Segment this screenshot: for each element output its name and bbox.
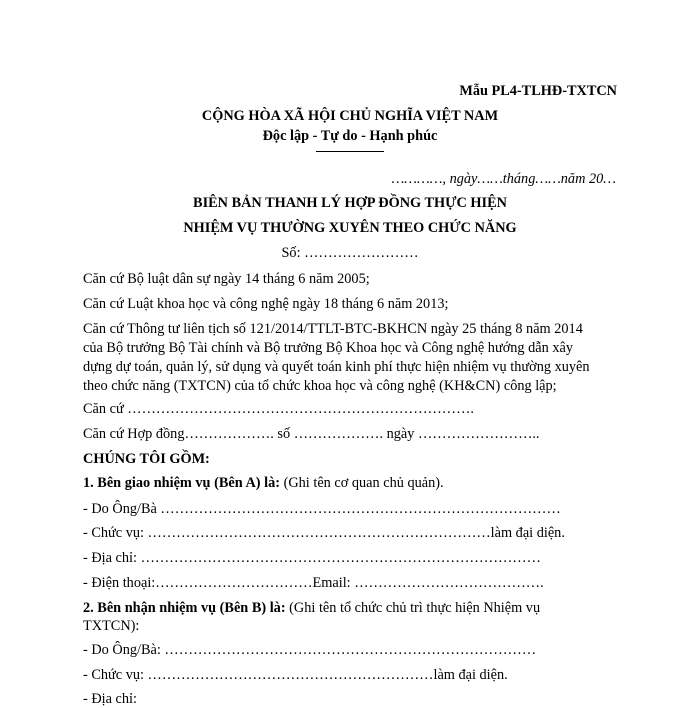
basis-circular-line: của Bộ trưởng Bộ Tài chính và Bộ trưởng Bộ Khoa học và Công nghệ hướng dẫn xây xyxy=(83,340,573,356)
contract-basis: Căn cứ Hợp đồng………………. số ………………. ngày …………………….. xyxy=(83,426,540,442)
date-line: …………, ngày……tháng……năm 20… xyxy=(391,171,616,187)
doc-title-line2: NHIỆM VỤ THƯỜNG XUYÊN THEO CHỨC NĂNG xyxy=(183,220,517,236)
party-b-note-cont: TXTCN): xyxy=(83,618,140,634)
basis-blank: Căn cứ ………………………………………………………………. xyxy=(83,401,474,417)
country-name: CỘNG HÒA XÃ HỘI CHỦ NGHĨA VIỆT NAM xyxy=(201,108,499,124)
party-b-heading xyxy=(83,599,540,617)
party-b-address: - Địa chỉ: xyxy=(83,691,137,707)
party-b-title: 2. Bên nhận nhiệm vụ (Bên B) là: xyxy=(83,600,286,616)
party-a-address: - Địa chỉ: ………………………………………………………………………… xyxy=(83,550,541,566)
party-a-title: 1. Bên giao nhiệm vụ (Bên A) là: xyxy=(83,475,280,491)
basis-civil-code: Căn cứ Bộ luật dân sự ngày 14 tháng 6 năm 2005; xyxy=(83,271,370,287)
party-b-note: (Ghi tên tổ chức chủ trì thực hiện Nhiệm vụ xyxy=(285,600,541,616)
party-a-note: (Ghi tên cơ quan chủ quản). xyxy=(280,475,444,491)
basis-circular-line: theo chức năng (TXTCN) của tổ chức khoa học và công nghệ (KH&CN) công lập; xyxy=(83,378,557,394)
form-code: Mẫu PL4-TLHĐ-TXTCN xyxy=(459,83,617,99)
party-b-representative: - Do Ông/Bà: …………………………………………………………………… xyxy=(83,642,537,658)
parties-heading: CHÚNG TÔI GỒM: xyxy=(83,451,210,467)
party-a-phone-email: - Điện thoại:……………………………Email: …………………………………. xyxy=(83,575,544,591)
doc-number: Số: …………………… xyxy=(281,245,419,261)
party-a-position: - Chức vụ: ………………………………………………………………làm đại diện. xyxy=(83,525,565,541)
basis-circular-line: Căn cứ Thông tư liên tịch số 121/2014/TTLT-BTC-BKHCN ngày 25 tháng 8 năm 2014 xyxy=(83,321,583,337)
party-a-heading xyxy=(83,474,444,492)
party-b-position: - Chức vụ: ……………………………………………………làm đại diện. xyxy=(83,667,508,683)
motto: Độc lập - Tự do - Hạnh phúc xyxy=(262,128,438,144)
header-divider xyxy=(316,151,384,152)
party-a-representative: - Do Ông/Bà ………………………………………………………………………… xyxy=(83,501,561,517)
doc-title-line1: BIÊN BẢN THANH LÝ HỢP ĐỒNG THỰC HIỆN xyxy=(193,195,507,211)
basis-science-law: Căn cứ Luật khoa học và công nghệ ngày 18 tháng 6 năm 2013; xyxy=(83,296,449,312)
basis-circular-line: dựng dự toán, quản lý, sử dụng và quyết toán kinh phí thực hiện nhiệm vụ thường xuyên xyxy=(83,359,590,375)
